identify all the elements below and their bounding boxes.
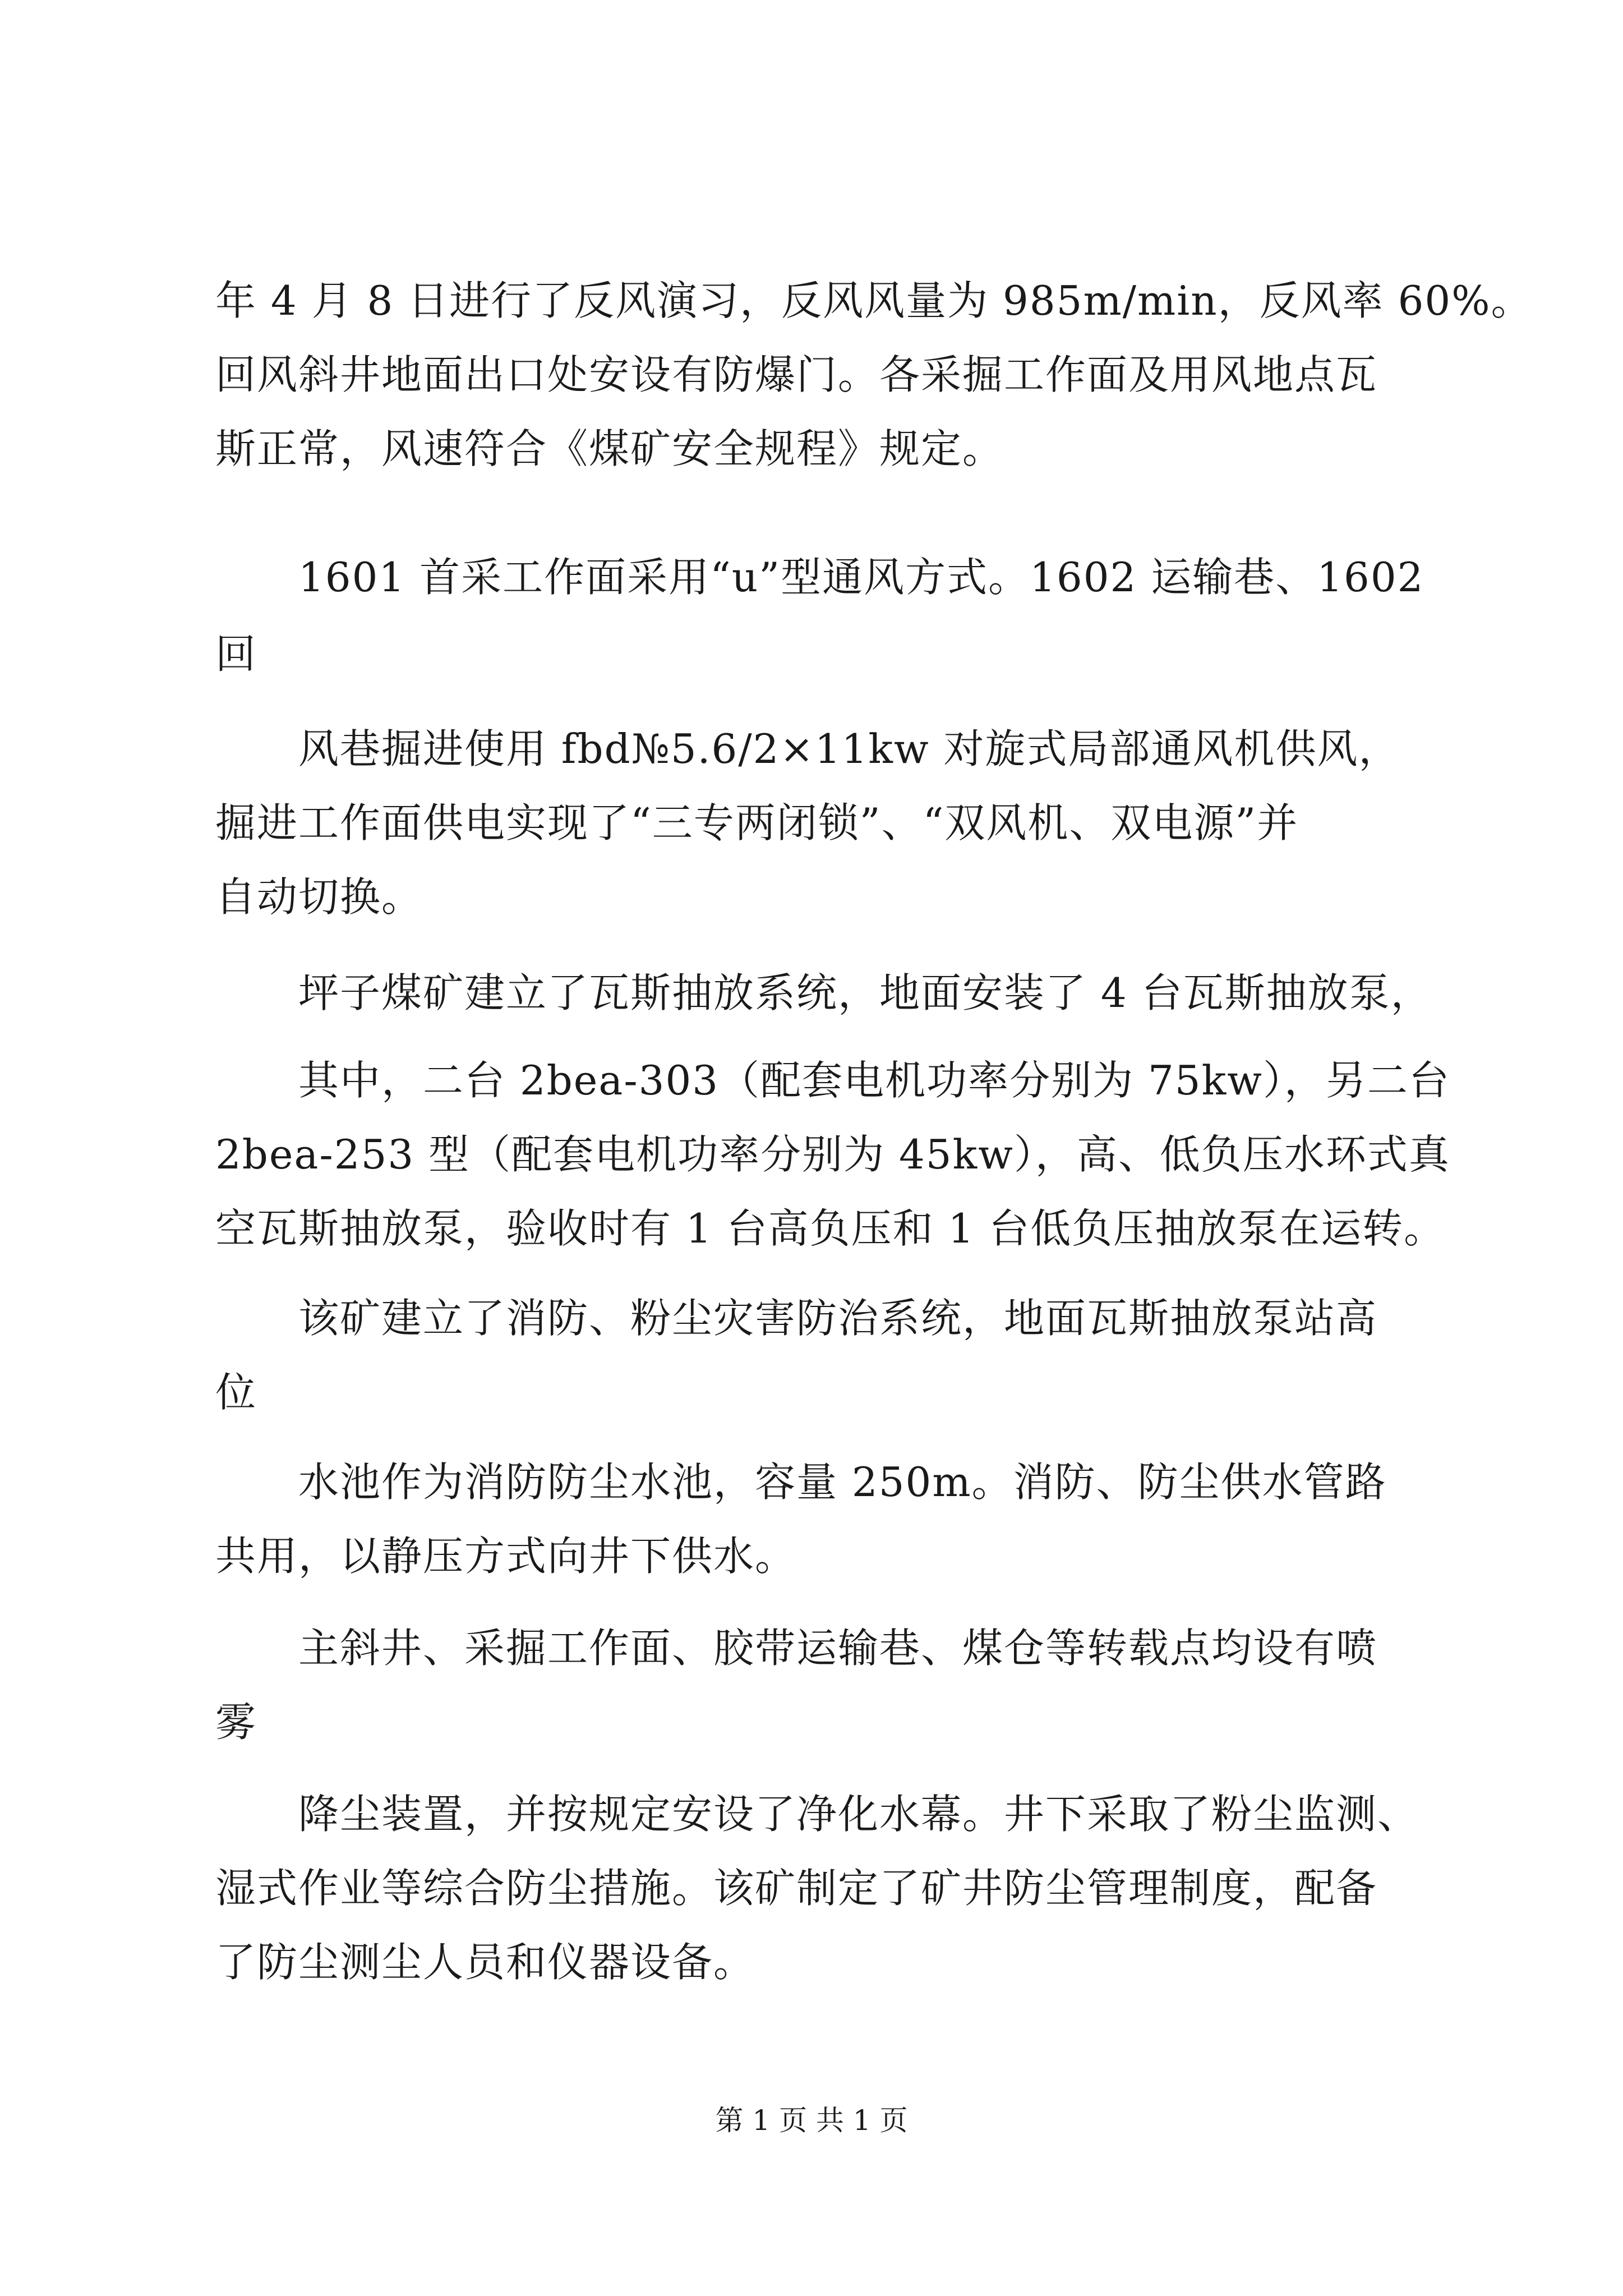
text-line: 水池作为消防防尘水池，容量 250m。消防、防尘供水管路 — [215, 1458, 1387, 1506]
text-line: 位 — [215, 1369, 257, 1416]
text-line: 1601 首采工作面采用“u”型通风方式。1602 运输巷、1602 — [215, 554, 1424, 601]
text-line: 湿式作业等综合防尘措施。该矿制定了矿井防尘管理制度，配备 — [215, 1865, 1378, 1912]
text-line: 回风斜井地面出口处安设有防爆门。各采掘工作面及用风地点瓦 — [215, 351, 1378, 398]
text-line: 回 — [215, 631, 257, 678]
text-line: 风巷掘进使用 fbd№5.6/2×11kw 对旋式局部通风机供风， — [215, 725, 1400, 772]
text-line: 共用，以静压方式向井下供水。 — [215, 1533, 797, 1580]
text-line: 降尘装置，并按规定安设了净化水幕。井下采取了粉尘监测、 — [215, 1791, 1419, 1838]
page-number-footer: 第 1 页 共 1 页 — [715, 2104, 908, 2137]
text-line: 该矿建立了消防、粉尘灾害防治系统，地面瓦斯抽放泵站高 — [215, 1295, 1378, 1342]
text-line: 主斜井、采掘工作面、胶带运输巷、煤仓等转载点均设有喷 — [215, 1625, 1378, 1672]
text-line: 雾 — [215, 1699, 257, 1746]
text-line: 2bea-253 型（配套电机功率分别为 45kw），高、低负压水环式真 — [215, 1131, 1450, 1178]
text-line: 空瓦斯抽放泵，验收时有 1 台高负压和 1 台低负压抽放泵在运转。 — [215, 1205, 1446, 1252]
text-line: 年 4 月 8 日进行了反风演习，反风风量为 985m/min，反风率 60%。 — [215, 277, 1533, 324]
text-line: 斯正常，风速符合《煤矿安全规程》规定。 — [215, 425, 1004, 472]
text-line: 坪子煤矿建立了瓦斯抽放系统，地面安装了 4 台瓦斯抽放泵， — [215, 969, 1432, 1016]
text-line: 掘进工作面供电实现了“三专两闭锁”、“双风机、双电源”并 — [215, 799, 1299, 846]
text-line: 自动切换。 — [215, 873, 423, 921]
text-line: 其中，二台 2bea-303（配套电机功率分别为 75kw），另二台 — [215, 1057, 1450, 1104]
text-line: 了防尘测尘人员和仪器设备。 — [215, 1939, 755, 1986]
